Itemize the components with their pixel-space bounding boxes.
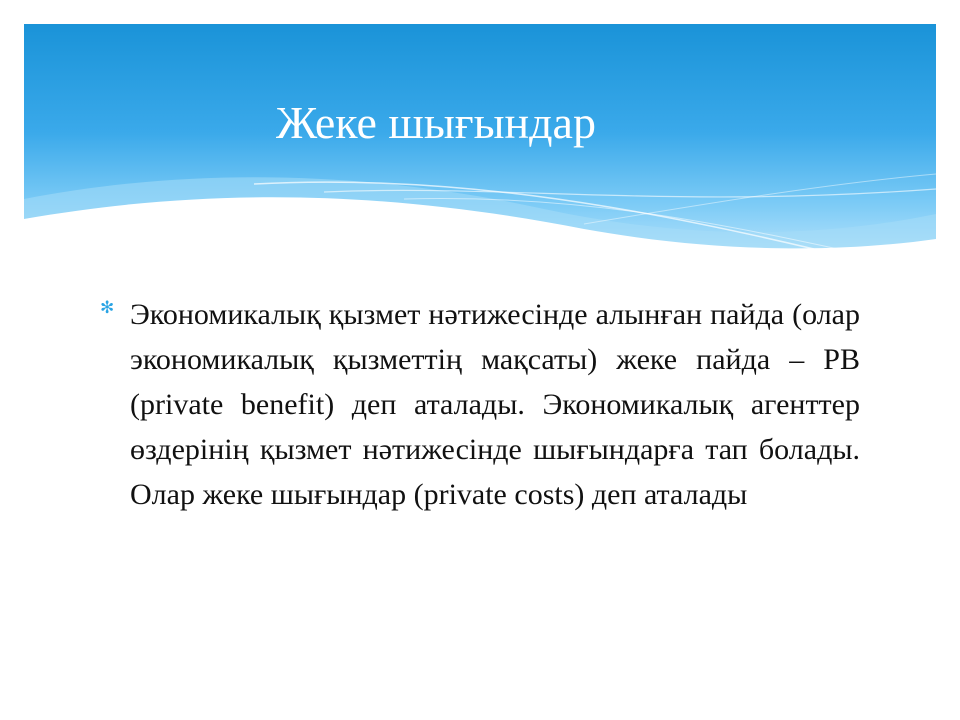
title-banner <box>24 24 936 264</box>
slide-body <box>100 292 860 517</box>
bullet-item <box>100 292 860 517</box>
bullet-text: Экономикалық қызмет нәтижесінде алынған пайда (олар экономикалық қызметтің мақсаты) жеке пайда – PB (private benefit) деп аталады. Экономикалық агенттер өздерінің қызмет нәтижесінде шығындарға тап болады. Олар жеке шығындар (private costs) деп аталады <box>130 298 860 511</box>
slide-title: Жеке шығындар <box>276 97 596 148</box>
asterisk-icon: ✻ <box>100 298 115 318</box>
